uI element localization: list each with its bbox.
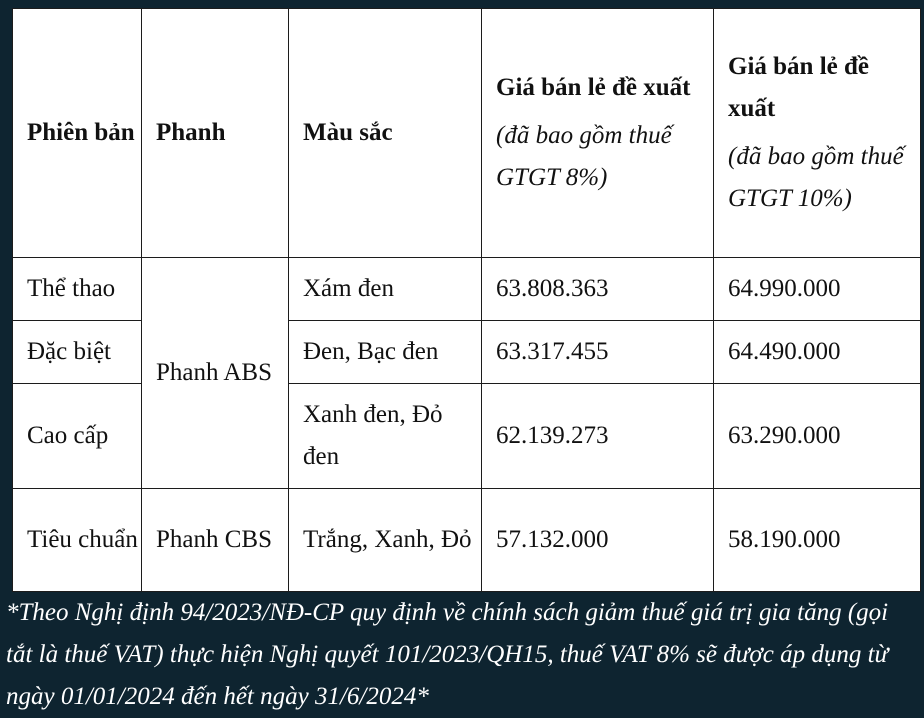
header-version: Phiên bản [13,9,142,258]
price-vat8-cell: 63.317.455 [482,321,714,384]
version-cell: Đặc biệt [13,321,142,384]
brake-cell-cbs: Phanh CBS [142,489,289,592]
price-table-container [12,8,920,591]
price-vat10-cell: 58.190.000 [714,489,921,592]
price-vat10-cell: 64.490.000 [714,321,921,384]
header-brake: Phanh [142,9,289,258]
version-cell: Tiêu chuẩn [13,489,142,592]
color-cell: Đen, Bạc đen [289,321,482,384]
vat-footnote: *Theo Nghị định 94/2023/NĐ-CP quy định về chính sách giảm thuế giá trị gia tăng (gọi tắt là thuế VAT) thực hiện Nghị quyết 101/2023/QH15, thuế VAT 8% sẽ được áp dụng từ ngày 01/01/2024 đến hết ngày 31/6/2024* [6,599,889,710]
price-vat8-cell: 62.139.273 [482,384,714,489]
price-table [12,8,921,592]
price-vat10-cell: 63.290.000 [714,384,921,489]
table-row [13,489,921,592]
price-vat8-cell: 63.808.363 [482,258,714,321]
header-price-vat10-note: (đã bao gồm thuế GTGT 10%) [728,143,904,212]
brake-cell-abs: Phanh ABS [142,258,289,489]
price-vat10-cell: 64.990.000 [714,258,921,321]
header-row [13,9,921,258]
table-row [13,258,921,321]
header-price-vat10-title: Giá bán lẻ đề xuất [728,53,869,122]
header-price-vat10 [714,9,921,258]
header-price-vat8-title: Giá bán lẻ đề xuất [496,74,691,101]
color-cell: Xám đen [289,258,482,321]
color-cell: Xanh đen, Đỏ đen [289,384,482,489]
header-color: Màu sắc [289,9,482,258]
price-vat8-cell: 57.132.000 [482,489,714,592]
header-price-vat8-note: (đã bao gồm thuế GTGT 8%) [496,122,672,191]
color-cell: Trắng, Xanh, Đỏ [289,489,482,592]
version-cell: Cao cấp [13,384,142,489]
version-cell: Thể thao [13,258,142,321]
header-price-vat8 [482,9,714,258]
